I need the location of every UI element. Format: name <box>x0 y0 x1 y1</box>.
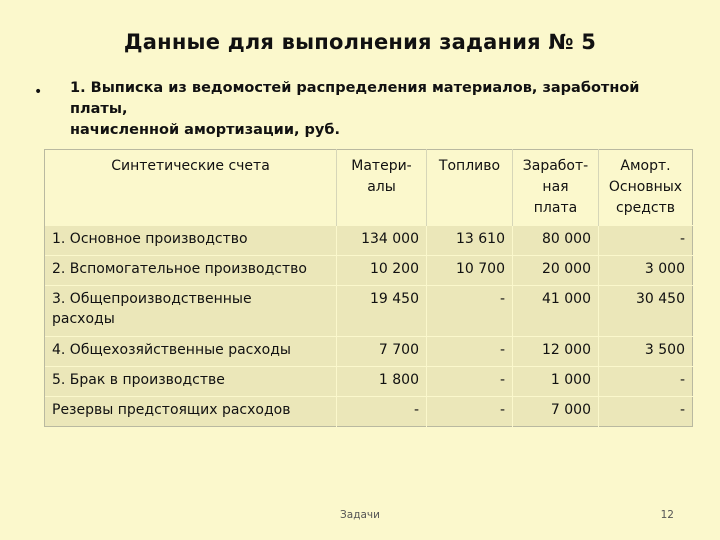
row-account-name <box>45 286 337 337</box>
slide-subtitle <box>70 78 670 141</box>
header-materials <box>337 150 427 226</box>
cell-fuel: - <box>427 286 513 337</box>
cell-wages: 12 000 <box>513 337 599 367</box>
header-fuel <box>427 150 513 226</box>
subtitle-line: начисленной амортизации, руб. <box>70 122 341 138</box>
cell-materials: 7 700 <box>337 337 427 367</box>
header-text: ная <box>542 179 569 195</box>
header-wages <box>513 150 599 226</box>
table-row <box>45 286 693 337</box>
account-name-text: 3. Общепроизводственные <box>52 291 252 307</box>
header-depreciation <box>599 150 693 226</box>
header-text: Основных <box>608 179 683 195</box>
row-account-name <box>45 367 337 397</box>
account-name-text: 5. Брак в производстве <box>52 372 225 388</box>
account-name-text: 2. Вспомогательное производство <box>52 261 307 277</box>
cell-fuel: - <box>427 367 513 397</box>
table-header-row <box>45 150 693 226</box>
cell-depreciation: - <box>599 226 693 256</box>
cell-depreciation: 3 000 <box>599 256 693 286</box>
header-accounts <box>45 150 337 226</box>
cell-wages: 20 000 <box>513 256 599 286</box>
account-name-text: Резервы предстоящих расходов <box>52 402 291 418</box>
header-text: Матери- <box>351 158 412 174</box>
cell-fuel: 13 610 <box>427 226 513 256</box>
cell-depreciation: - <box>599 397 693 427</box>
cell-fuel: 10 700 <box>427 256 513 286</box>
cell-depreciation: 30 450 <box>599 286 693 337</box>
page-number: 12 <box>660 509 674 521</box>
bullet-marker: • <box>34 84 43 100</box>
cell-materials: 10 200 <box>337 256 427 286</box>
slide-title: Данные для выполнения задания № 5 <box>123 30 597 54</box>
table-row <box>45 367 693 397</box>
row-account-name <box>45 337 337 367</box>
table-row <box>45 397 693 427</box>
table-row <box>45 337 693 367</box>
subtitle-line: 1. Выписка из ведомостей распределения материалов, заработной платы, <box>70 80 640 117</box>
account-name-text: 1. Основное производство <box>52 231 248 247</box>
cell-fuel: - <box>427 337 513 367</box>
cell-depreciation: - <box>599 367 693 397</box>
cell-materials: 134 000 <box>337 226 427 256</box>
cell-materials: - <box>337 397 427 427</box>
header-text: Заработ- <box>522 158 589 174</box>
table-row <box>45 226 693 256</box>
account-name-text: расходы <box>52 311 115 327</box>
header-text: алы <box>367 179 396 195</box>
cell-fuel: - <box>427 397 513 427</box>
header-text: Аморт. <box>620 158 671 174</box>
header-text: Топливо <box>438 158 501 174</box>
account-name-text: 4. Общехозяйственные расходы <box>52 342 291 358</box>
row-account-name <box>45 256 337 286</box>
header-text: плата <box>533 200 578 216</box>
header-text: Синтетические счета <box>111 158 270 174</box>
cell-materials: 19 450 <box>337 286 427 337</box>
header-text: средств <box>616 200 675 216</box>
footer-section-label: Задачи <box>340 509 380 521</box>
cell-wages: 1 000 <box>513 367 599 397</box>
cell-wages: 7 000 <box>513 397 599 427</box>
cell-wages: 80 000 <box>513 226 599 256</box>
distribution-table <box>44 149 693 427</box>
cell-depreciation: 3 500 <box>599 337 693 367</box>
cell-materials: 1 800 <box>337 367 427 397</box>
row-account-name <box>45 226 337 256</box>
cell-wages: 41 000 <box>513 286 599 337</box>
table-row <box>45 256 693 286</box>
row-account-name <box>45 397 337 427</box>
